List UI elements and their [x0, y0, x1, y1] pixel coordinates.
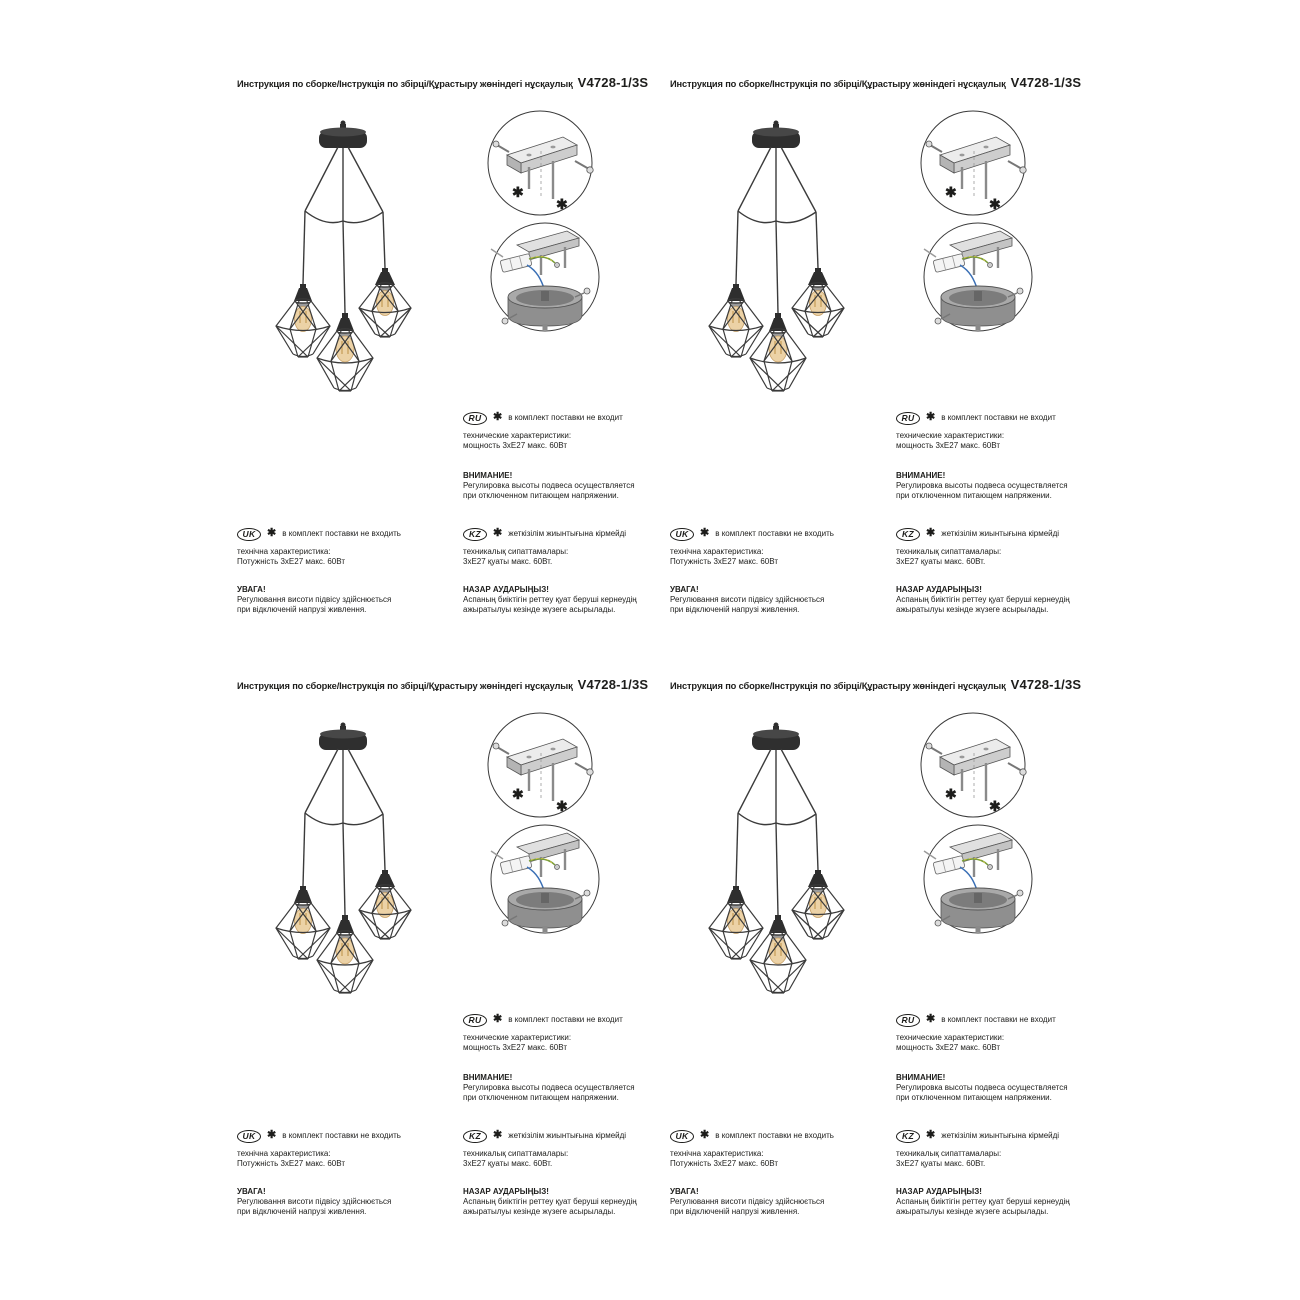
kz-warning-block: [896, 585, 1095, 615]
footnote-asterisk-icon: ✱: [512, 786, 524, 802]
cage-shade: [317, 313, 373, 391]
mounting-detail-diagrams: [479, 707, 619, 942]
footnote-asterisk-icon: ✱: [926, 1128, 936, 1141]
cage-shade: [317, 915, 373, 993]
kz-specs-block: [463, 527, 662, 567]
warning-title: ВНИМАНИЕ!: [463, 1073, 513, 1082]
footnote-asterisk-icon: ✱: [945, 184, 957, 200]
warning-line: Аспаның биіктігін реттеу қуат беруші кернеудің: [463, 595, 637, 604]
warning-title: НАЗАР АУДАРЫҢЫЗ!: [896, 585, 982, 594]
uk-warning-block: [670, 585, 882, 615]
footnote-asterisk-icon: ✱: [926, 526, 936, 539]
cage-shade: [359, 268, 411, 337]
instruction-page: [670, 75, 1095, 645]
bulb: [336, 938, 354, 964]
ru-warning-block: [896, 1073, 1095, 1103]
cage-shade: [792, 268, 844, 337]
specs-value: Потужність 3хЕ27 макс. 60Вт: [237, 1159, 345, 1168]
warning-title: УВАГА!: [670, 1187, 699, 1196]
ru-specs-block: [896, 1013, 1095, 1053]
lang-badge-ru: RU: [463, 412, 487, 425]
pendant-lamp-illustration: [686, 111, 886, 451]
specs-label: техникалық сипаттамалары:: [463, 547, 569, 556]
not-included-note: жеткізілім жиынтығына кірмейді: [508, 1131, 627, 1140]
kz-warning-block: [463, 585, 662, 615]
cage-shade: [276, 886, 330, 959]
not-included-note: в комплект поставки не входит: [941, 1015, 1056, 1024]
specs-label: техникалық сипаттамалары:: [896, 547, 1002, 556]
title-text: Инструкция по сборке/Інструкція по збірці/Құрастыру жөніндегі нұсқаулық: [670, 681, 1006, 691]
warning-line: ажыратылуы кезінде жүзеге асырылады.: [463, 1207, 616, 1216]
specs-value: 3хЕ27 қуаты макс. 60Вт.: [896, 557, 986, 566]
lang-badge-uk: UK: [670, 1130, 694, 1143]
specs-label: технические характеристики:: [463, 431, 572, 440]
footnote-asterisk-icon: ✱: [989, 798, 1001, 814]
not-included-note: жеткізілім жиынтығына кірмейді: [941, 529, 1060, 538]
mounting-detail-diagrams: [479, 105, 619, 340]
pendant-lamp-illustration: [253, 111, 453, 451]
bulb: [336, 336, 354, 362]
page-title: [670, 677, 1095, 692]
footnote-asterisk-icon: ✱: [926, 410, 936, 423]
footnote-asterisk-icon: ✱: [512, 184, 524, 200]
not-included-note: в комплект поставки не входит: [508, 413, 623, 422]
lang-badge-ru: RU: [896, 412, 920, 425]
warning-line: ажыратылуы кезінде жүзеге асырылады.: [896, 605, 1049, 614]
lang-badge-uk: UK: [237, 528, 261, 541]
warning-line: Регулировка высоты подвеса осуществляется: [896, 481, 1068, 490]
warning-title: НАЗАР АУДАРЫҢЫЗ!: [896, 1187, 982, 1196]
specs-value: мощность 3хЕ27 макс. 60Вт: [463, 441, 567, 450]
kz-specs-block: [896, 527, 1095, 567]
warning-line: Регулювання висоти підвісу здійснюється: [237, 595, 392, 604]
warning-line: при відключеній напрузі живлення.: [237, 605, 367, 614]
cage-shade: [709, 886, 763, 959]
suspension-cords: [303, 749, 385, 915]
lang-badge-kz: KZ: [463, 528, 487, 541]
model-number: V4728-1/3S: [1010, 75, 1082, 90]
pendant-lamp-illustration: [686, 713, 886, 1053]
warning-title: ВНИМАНИЕ!: [463, 471, 513, 480]
cage-shade: [750, 313, 806, 391]
title-text: Инструкция по сборке/Інструкція по збірці/Құрастыру жөніндегі нұсқаулық: [237, 681, 573, 691]
lang-badge-uk: UK: [237, 1130, 261, 1143]
warning-title: НАЗАР АУДАРЫҢЫЗ!: [463, 585, 549, 594]
specs-value: 3хЕ27 қуаты макс. 60Вт.: [463, 557, 553, 566]
not-included-note: жеткізілім жиынтығына кірмейді: [941, 1131, 1060, 1140]
canopy-wiring-diagram: [924, 825, 1032, 933]
not-included-note: в комплект поставки не входить: [715, 1131, 834, 1140]
uk-warning-block: [237, 585, 449, 615]
warning-line: Регулювання висоти підвісу здійснюється: [237, 1197, 392, 1206]
warning-line: при відключеній напрузі живлення.: [237, 1207, 367, 1216]
not-included-note: в комплект поставки не входить: [282, 529, 401, 538]
warning-line: при отключенном питающем напряжении.: [463, 1093, 619, 1102]
footnote-asterisk-icon: ✱: [556, 196, 568, 212]
cage-shade: [709, 284, 763, 357]
kz-warning-block: [463, 1187, 662, 1217]
page-title: [670, 75, 1095, 90]
footnote-asterisk-icon: ✱: [556, 798, 568, 814]
specs-label: технические характеристики:: [896, 431, 1005, 440]
instruction-page: [237, 677, 662, 1247]
footnote-asterisk-icon: ✱: [926, 1012, 936, 1025]
warning-title: НАЗАР АУДАРЫҢЫЗ!: [463, 1187, 549, 1196]
page-title: [237, 75, 662, 90]
ru-warning-block: [896, 471, 1095, 501]
specs-value: мощность 3хЕ27 макс. 60Вт: [896, 441, 1000, 450]
specs-value: Потужність 3хЕ27 макс. 60Вт: [237, 557, 345, 566]
lang-badge-ru: RU: [463, 1014, 487, 1027]
uk-specs-block: [670, 1129, 882, 1169]
specs-value: мощность 3хЕ27 макс. 60Вт: [463, 1043, 567, 1052]
specs-value: Потужність 3хЕ27 макс. 60Вт: [670, 1159, 778, 1168]
uk-warning-block: [670, 1187, 882, 1217]
uk-specs-block: [670, 527, 882, 567]
ru-warning-block: [463, 1073, 662, 1103]
ru-specs-block: [463, 411, 662, 451]
warning-line: при отключенном питающем напряжении.: [896, 1093, 1052, 1102]
warning-line: при отключенном питающем напряжении.: [896, 491, 1052, 500]
ru-specs-block: [896, 411, 1095, 451]
footnote-asterisk-icon: ✱: [989, 196, 1001, 212]
model-number: V4728-1/3S: [577, 75, 649, 90]
mounting-detail-diagrams: [912, 707, 1052, 942]
canopy-wiring-diagram: [491, 223, 599, 331]
specs-label: технічна характеристика:: [237, 547, 331, 556]
canopy-cup: [508, 888, 582, 932]
canopy-wiring-diagram: [491, 825, 599, 933]
specs-label: технічна характеристика:: [670, 547, 764, 556]
footnote-asterisk-icon: ✱: [493, 410, 503, 423]
cage-shade: [276, 284, 330, 357]
lang-badge-kz: KZ: [896, 528, 920, 541]
specs-label: технічна характеристика:: [670, 1149, 764, 1158]
title-text: Инструкция по сборке/Інструкція по збірці/Құрастыру жөніндегі нұсқаулық: [670, 79, 1006, 89]
instruction-page: [237, 75, 662, 645]
canopy-cup: [941, 286, 1015, 330]
cage-shade: [750, 915, 806, 993]
not-included-note: в комплект поставки не входить: [282, 1131, 401, 1140]
mounting-bracket-diagram: [488, 111, 593, 215]
specs-label: технические характеристики:: [896, 1033, 1005, 1042]
mounting-bracket-diagram: [488, 713, 593, 817]
cage-shade: [792, 870, 844, 939]
uk-specs-block: [237, 1129, 449, 1169]
ceiling-canopy: [319, 723, 367, 751]
specs-label: техникалық сипаттамалары:: [896, 1149, 1002, 1158]
uk-specs-block: [237, 527, 449, 567]
ceiling-canopy: [752, 723, 800, 751]
warning-line: при отключенном питающем напряжении.: [463, 491, 619, 500]
warning-title: УВАГА!: [670, 585, 699, 594]
kz-specs-block: [896, 1129, 1095, 1169]
lang-badge-kz: KZ: [463, 1130, 487, 1143]
warning-line: Аспаның биіктігін реттеу қуат беруші кернеудің: [896, 595, 1070, 604]
instruction-page: [670, 677, 1095, 1247]
kz-warning-block: [896, 1187, 1095, 1217]
pendant-lamp-illustration: [253, 713, 453, 1053]
lang-badge-kz: KZ: [896, 1130, 920, 1143]
bulb: [769, 336, 787, 362]
warning-line: Регулировка высоты подвеса осуществляется: [896, 1083, 1068, 1092]
suspension-cords: [736, 147, 818, 313]
warning-title: ВНИМАНИЕ!: [896, 1073, 946, 1082]
mounting-detail-diagrams: [912, 105, 1052, 340]
suspension-cords: [736, 749, 818, 915]
model-number: V4728-1/3S: [1010, 677, 1082, 692]
footnote-asterisk-icon: ✱: [493, 1012, 503, 1025]
warning-title: ВНИМАНИЕ!: [896, 471, 946, 480]
not-included-note: в комплект поставки не входит: [941, 413, 1056, 422]
ru-warning-block: [463, 471, 662, 501]
specs-value: 3хЕ27 қуаты макс. 60Вт.: [463, 1159, 553, 1168]
ru-specs-block: [463, 1013, 662, 1053]
ceiling-canopy: [752, 121, 800, 149]
page-title: [237, 677, 662, 692]
mounting-bracket-diagram: [921, 713, 1026, 817]
warning-line: ажыратылуы кезінде жүзеге асырылады.: [896, 1207, 1049, 1216]
specs-label: техникалық сипаттамалары:: [463, 1149, 569, 1158]
cage-shade: [359, 870, 411, 939]
footnote-asterisk-icon: ✱: [267, 526, 277, 539]
footnote-asterisk-icon: ✱: [493, 526, 503, 539]
not-included-note: в комплект поставки не входит: [508, 1015, 623, 1024]
warning-line: Регулировка высоты подвеса осуществляется: [463, 1083, 635, 1092]
specs-value: мощность 3хЕ27 макс. 60Вт: [896, 1043, 1000, 1052]
warning-line: Аспаның биіктігін реттеу қуат беруші кернеудің: [896, 1197, 1070, 1206]
warning-line: Регулировка высоты подвеса осуществляется: [463, 481, 635, 490]
bulb: [769, 938, 787, 964]
warning-title: УВАГА!: [237, 1187, 266, 1196]
warning-line: при відключеній напрузі живлення.: [670, 1207, 800, 1216]
warning-line: при відключеній напрузі живлення.: [670, 605, 800, 614]
kz-specs-block: [463, 1129, 662, 1169]
footnote-asterisk-icon: ✱: [267, 1128, 277, 1141]
warning-line: Аспаның биіктігін реттеу қуат беруші кернеудің: [463, 1197, 637, 1206]
specs-value: 3хЕ27 қуаты макс. 60Вт.: [896, 1159, 986, 1168]
canopy-wiring-diagram: [924, 223, 1032, 331]
warning-line: ажыратылуы кезінде жүзеге асырылады.: [463, 605, 616, 614]
footnote-asterisk-icon: ✱: [700, 1128, 710, 1141]
warning-title: УВАГА!: [237, 585, 266, 594]
uk-warning-block: [237, 1187, 449, 1217]
mounting-bracket-diagram: [921, 111, 1026, 215]
specs-value: Потужність 3хЕ27 макс. 60Вт: [670, 557, 778, 566]
lang-badge-uk: UK: [670, 528, 694, 541]
footnote-asterisk-icon: ✱: [700, 526, 710, 539]
warning-line: Регулювання висоти підвісу здійснюється: [670, 1197, 825, 1206]
not-included-note: в комплект поставки не входить: [715, 529, 834, 538]
warning-line: Регулювання висоти підвісу здійснюється: [670, 595, 825, 604]
lang-badge-ru: RU: [896, 1014, 920, 1027]
canopy-cup: [508, 286, 582, 330]
canopy-cup: [941, 888, 1015, 932]
not-included-note: жеткізілім жиынтығына кірмейді: [508, 529, 627, 538]
model-number: V4728-1/3S: [577, 677, 649, 692]
footnote-asterisk-icon: ✱: [945, 786, 957, 802]
suspension-cords: [303, 147, 385, 313]
ceiling-canopy: [319, 121, 367, 149]
specs-label: технічна характеристика:: [237, 1149, 331, 1158]
title-text: Инструкция по сборке/Інструкція по збірці/Құрастыру жөніндегі нұсқаулық: [237, 79, 573, 89]
footnote-asterisk-icon: ✱: [493, 1128, 503, 1141]
specs-label: технические характеристики:: [463, 1033, 572, 1042]
